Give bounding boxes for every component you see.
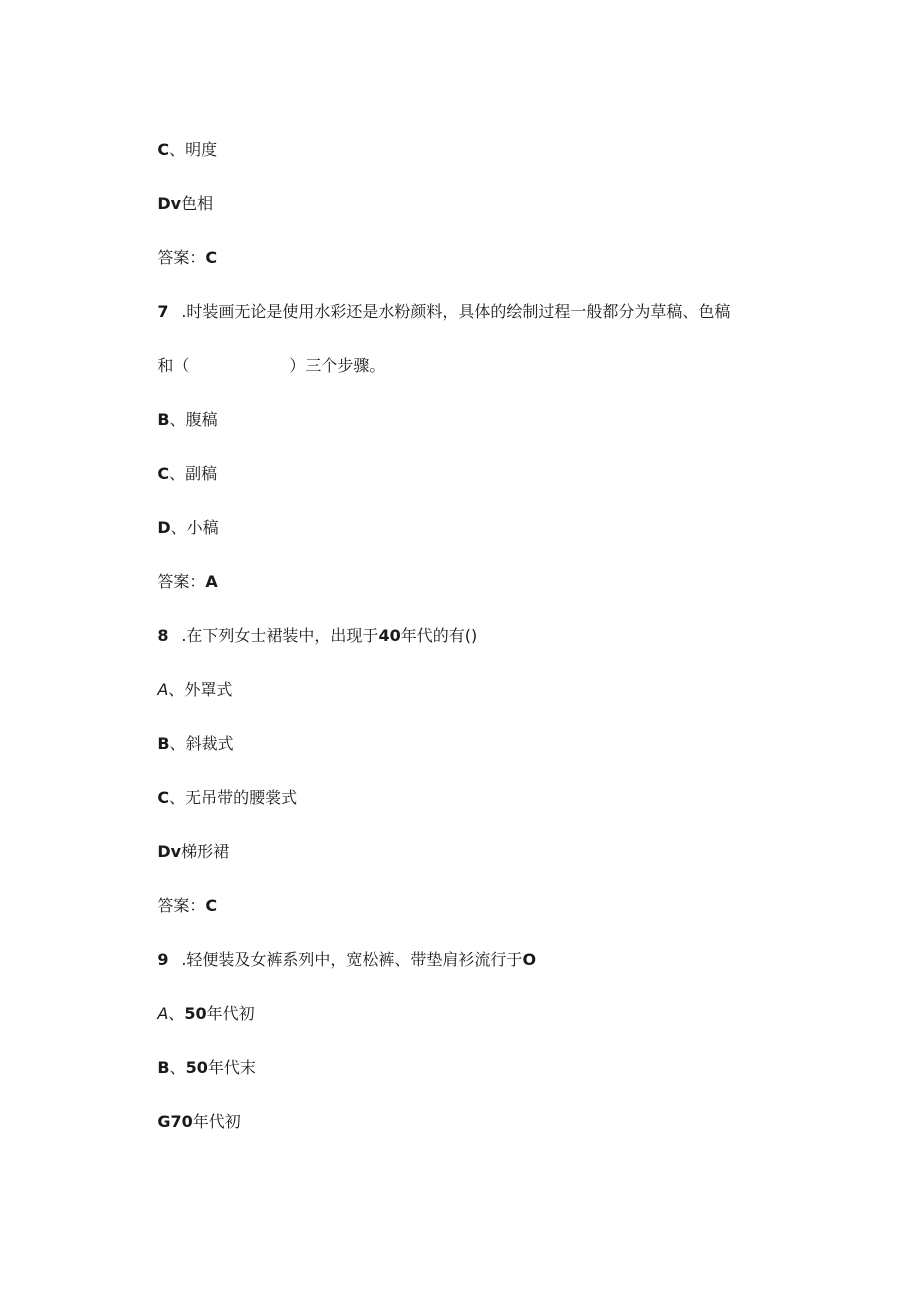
option-separator: 、 xyxy=(170,518,187,537)
option-separator: 、 xyxy=(169,140,186,159)
option-letter: C xyxy=(157,140,170,159)
question-text-part: 和（ xyxy=(157,356,190,375)
option-b-bias-cut xyxy=(137,714,234,774)
option-number: 50 xyxy=(185,1058,208,1077)
question-text: .时装画无论是使用水彩还是水粉颜料，具体的绘制过程一般都分为草稿、色稿 xyxy=(181,302,731,321)
question-text-part: 年代的有() xyxy=(400,626,478,645)
question-9 xyxy=(137,930,536,990)
option-letter: Dv xyxy=(157,842,182,861)
option-separator: 、 xyxy=(169,464,186,483)
question-number: 7 xyxy=(157,302,169,321)
option-letter: G70 xyxy=(157,1112,193,1131)
option-a-early-50s xyxy=(137,984,255,1044)
option-text: 明度 xyxy=(185,140,218,159)
option-c-brightness xyxy=(137,120,217,180)
answer-label: 答案： xyxy=(157,572,206,591)
option-separator: 、 xyxy=(169,410,186,429)
answer-q7 xyxy=(137,552,218,612)
option-separator: 、 xyxy=(169,1058,186,1077)
answer-value: A xyxy=(205,572,218,591)
option-letter: A xyxy=(157,680,169,699)
option-text: 斜裁式 xyxy=(185,734,234,753)
option-separator: 、 xyxy=(168,680,185,699)
option-c-secondary-draft xyxy=(137,444,217,504)
option-letter: Dv xyxy=(157,194,182,213)
answer-label: 答案： xyxy=(157,896,206,915)
answer-value: C xyxy=(205,896,218,915)
question-text-number: 40 xyxy=(378,626,401,645)
option-text: 梯形裙 xyxy=(181,842,230,861)
question-7-continued xyxy=(137,336,385,396)
option-d-hue xyxy=(137,174,213,234)
question-text-part: .在下列女士裙装中，出现于 xyxy=(181,626,379,645)
question-text-part: .轻便装及女裤系列中，宽松裤、带垫肩衫流行于 xyxy=(181,950,523,969)
option-c-strapless xyxy=(137,768,297,828)
answer-q8 xyxy=(137,876,217,936)
option-letter: B xyxy=(157,1058,170,1077)
option-b-late-50s xyxy=(137,1038,256,1098)
option-letter: C xyxy=(157,788,170,807)
option-text: 小稿 xyxy=(186,518,219,537)
option-a-overcoat xyxy=(137,660,232,720)
answer-value: C xyxy=(205,248,218,267)
question-text-tail: O xyxy=(522,950,537,969)
option-d-small-draft xyxy=(137,498,219,558)
option-text: 腹稿 xyxy=(185,410,218,429)
option-b-mental-draft xyxy=(137,390,218,450)
option-text: 副稿 xyxy=(185,464,218,483)
answer-q6 xyxy=(137,228,217,288)
option-separator: 、 xyxy=(169,788,186,807)
option-letter: B xyxy=(157,734,170,753)
question-7 xyxy=(137,282,730,342)
option-text: 色相 xyxy=(181,194,214,213)
question-text-part: ）三个步骤。 xyxy=(289,356,386,375)
answer-label: 答案： xyxy=(157,248,206,267)
question-number: 9 xyxy=(157,950,169,969)
option-number: 50 xyxy=(184,1004,207,1023)
option-c-early-70s xyxy=(137,1092,241,1152)
option-separator: 、 xyxy=(168,1004,185,1023)
question-8 xyxy=(137,606,477,666)
option-text: 外罩式 xyxy=(184,680,233,699)
option-letter: A xyxy=(157,1004,169,1023)
option-letter: C xyxy=(157,464,170,483)
option-d-trapeze-skirt xyxy=(137,822,229,882)
option-separator: 、 xyxy=(169,734,186,753)
option-text: 年代初 xyxy=(192,1112,241,1131)
option-letter: B xyxy=(157,410,170,429)
option-letter: D xyxy=(157,518,171,537)
question-number: 8 xyxy=(157,626,169,645)
option-text: 无吊带的腰裳式 xyxy=(185,788,298,807)
option-text: 年代初 xyxy=(206,1004,255,1023)
option-text: 年代末 xyxy=(207,1058,256,1077)
